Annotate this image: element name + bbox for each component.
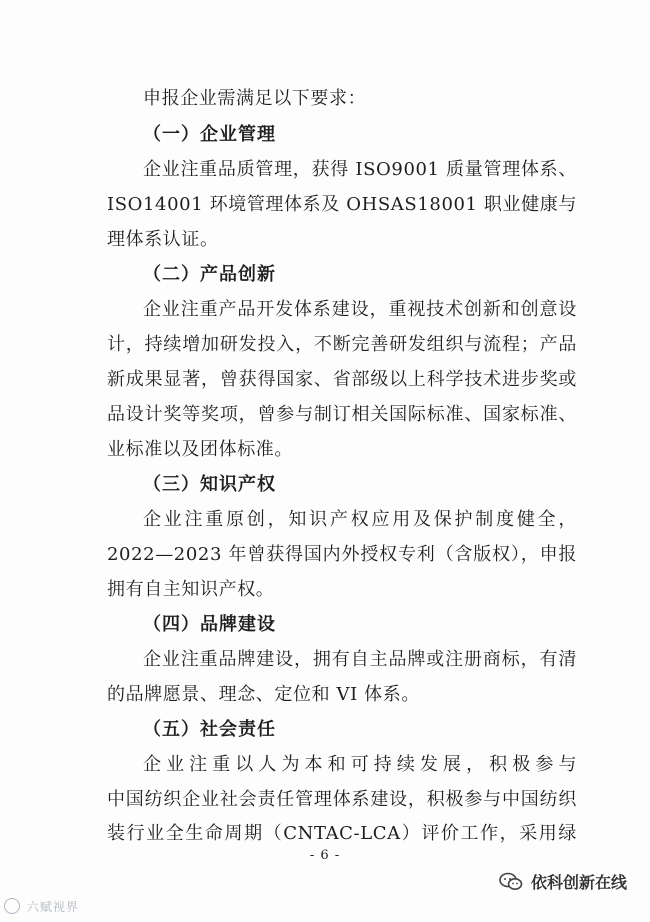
section-5-line-1: 企业注重以人为本和可持续发展，积极参与: [143, 754, 577, 775]
section-3-line-1: 企业注重原创，知识产权应用及保护制度健全，: [143, 509, 577, 530]
section-2-line-1: 企业注重产品开发体系建设，重视技术创新和创意设: [143, 299, 577, 320]
section-2-line-4: 品设计奖等奖项，曾参与制订相关国际标准、国家标准、: [107, 404, 577, 425]
watermark-left: [4, 898, 79, 915]
section-3-line-3: 拥有自主知识产权。: [107, 579, 275, 600]
section-4-line-2: 的品牌愿景、理念、定位和 VI 体系。: [107, 684, 420, 705]
section-2-line-5: 业标准以及团体标准。: [107, 439, 293, 460]
intro-text: 申报企业需满足以下要求：: [143, 88, 367, 109]
section-1-line-3: 理体系认证。: [107, 229, 219, 250]
section-2-line-2: 计，持续增加研发投入，不断完善研发组织与流程；产品: [107, 334, 577, 355]
section-1-line-1: 企业注重品质管理，获得 ISO9001 质量管理体系、: [143, 159, 577, 180]
watermark-logo-icon: [4, 898, 20, 914]
page-number: - 6 -: [309, 848, 341, 863]
section-heading-1: （一）企业管理: [143, 124, 276, 145]
section-5-line-2: 中国纺织企业社会责任管理体系建设，积极参与中国纺织: [107, 789, 577, 810]
watermark-right: [499, 870, 627, 893]
section-4-line-1: 企业注重品牌建设，拥有自主品牌或注册商标，有清: [143, 649, 577, 670]
section-heading-3: （三）知识产权: [143, 474, 276, 495]
section-3-line-2: 2022—2023 年曾获得国内外授权专利（含版权），申报: [107, 544, 577, 565]
section-1-line-2: ISO14001 环境管理体系及 OHSAS18001 职业健康与: [107, 194, 577, 215]
section-2-line-3: 新成果显著，曾获得国家、省部级以上科学技术进步奖或: [107, 369, 577, 390]
section-heading-5: （五）社会责任: [143, 719, 276, 740]
section-heading-2: （二）产品创新: [143, 264, 276, 285]
watermark-left-text: 六赋视界: [26, 900, 79, 914]
section-heading-4: （四）品牌建设: [143, 614, 276, 635]
section-5-line-3: 装行业全生命周期（CNTAC-LCA）评价工作，采用绿: [107, 823, 577, 844]
wechat-icon: [499, 872, 523, 892]
watermark-right-text: 依科创新在线: [531, 873, 628, 892]
